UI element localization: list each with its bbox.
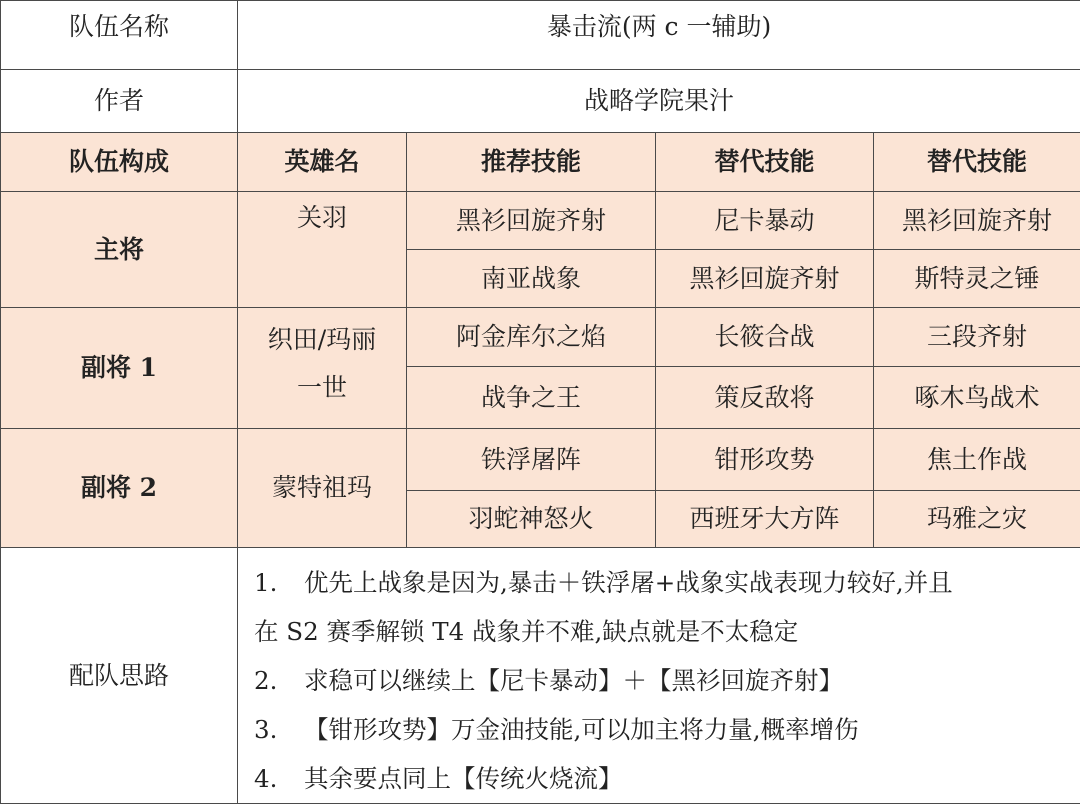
- table-row: [1, 192, 1080, 250]
- role-main-general: 主将: [1, 192, 238, 308]
- note-text: 其余要点同上【传统火烧流】: [304, 764, 623, 793]
- header-row: [1, 133, 1080, 192]
- header-alternative-skill-1: 替代技能: [656, 133, 874, 192]
- hero-name: [238, 308, 407, 429]
- author-label: 作者: [1, 70, 238, 133]
- note-item: [254, 656, 1080, 705]
- header-alternative-skill-2: 替代技能: [874, 133, 1080, 192]
- alternative-skill: 黑衫回旋齐射: [874, 192, 1080, 250]
- alternative-skill: 三段齐射: [874, 308, 1080, 367]
- note-number: 3.: [254, 705, 304, 754]
- table-row: [1, 429, 1080, 491]
- alternative-skill: 西班牙大方阵: [656, 491, 874, 548]
- note-text: 求稳可以继续上【尼卡暴动】＋【黑衫回旋齐射】: [304, 666, 843, 695]
- note-text: 优先上战象是因为,暴击＋铁浮屠+战象实战表现力较好,并且: [304, 568, 953, 597]
- header-recommended-skill: 推荐技能: [407, 133, 656, 192]
- note-number: 4.: [254, 754, 304, 803]
- author-row: [1, 70, 1080, 133]
- hero-name: 关羽: [238, 192, 407, 308]
- recommended-skill: 铁浮屠阵: [407, 429, 656, 491]
- alternative-skill: 尼卡暴动: [656, 192, 874, 250]
- alternative-skill: 焦土作战: [874, 429, 1080, 491]
- note-item: [254, 558, 1080, 607]
- alternative-skill: 玛雅之灾: [874, 491, 1080, 548]
- notes-content: [238, 548, 1080, 804]
- note-text: 【钳形攻势】万金油技能,可以加主将力量,概率增伤: [304, 715, 859, 744]
- table-row: [1, 308, 1080, 367]
- notes-label: 配队思路: [1, 548, 238, 804]
- alternative-skill: 啄木鸟战术: [874, 367, 1080, 429]
- author-value: 战略学院果汁: [238, 70, 1080, 133]
- alternative-skill: 斯特灵之锤: [874, 250, 1080, 308]
- note-number: 1.: [254, 558, 304, 607]
- recommended-skill: 黑衫回旋齐射: [407, 192, 656, 250]
- hero-name-line: 一世: [297, 373, 347, 402]
- notes-row: [1, 548, 1080, 804]
- team-name-label: 队伍名称: [1, 1, 238, 70]
- team-name-row: [1, 1, 1080, 70]
- header-composition: 队伍构成: [1, 133, 238, 192]
- note-item: [254, 705, 1080, 754]
- recommended-skill: 战争之王: [407, 367, 656, 429]
- team-name-value: 暴击流(两 c 一辅助): [238, 1, 1080, 70]
- recommended-skill: 阿金库尔之焰: [407, 308, 656, 367]
- alternative-skill: 长筱合战: [656, 308, 874, 367]
- header-hero-name: 英雄名: [238, 133, 407, 192]
- hero-name-line: 织田/玛丽: [268, 325, 376, 354]
- role-deputy-general-2: 副将 2: [1, 429, 238, 548]
- recommended-skill: 羽蛇神怒火: [407, 491, 656, 548]
- note-text-continued: 在 S2 赛季解锁 T4 战象并不难,缺点就是不太稳定: [254, 607, 1080, 656]
- recommended-skill: 南亚战象: [407, 250, 656, 308]
- alternative-skill: 钳形攻势: [656, 429, 874, 491]
- alternative-skill: 黑衫回旋齐射: [656, 250, 874, 308]
- alternative-skill: 策反敌将: [656, 367, 874, 429]
- hero-name: 蒙特祖玛: [238, 429, 407, 548]
- role-deputy-general-1: 副将 1: [1, 308, 238, 429]
- note-number: 2.: [254, 656, 304, 705]
